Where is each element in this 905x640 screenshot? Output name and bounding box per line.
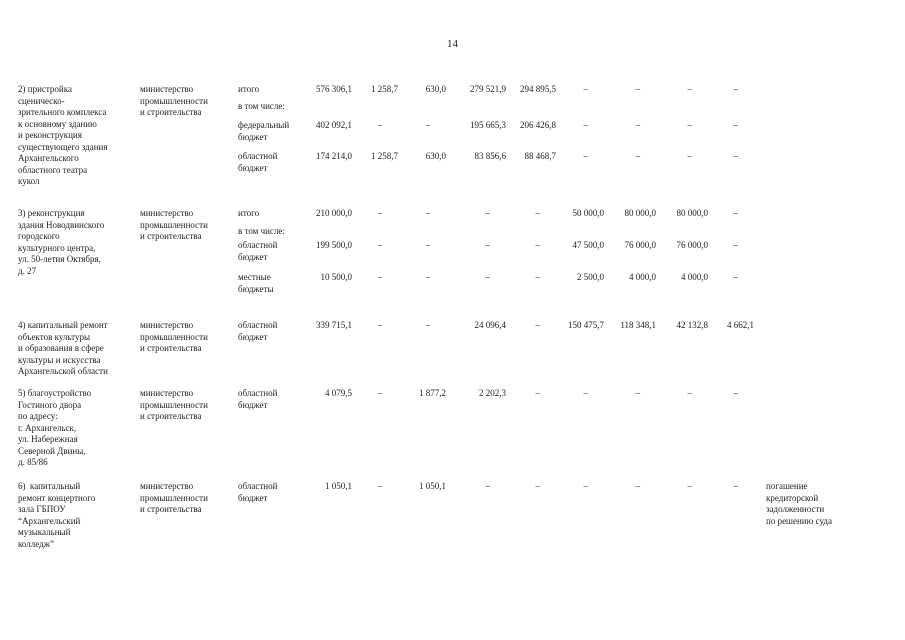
funding-source: итого	[238, 84, 260, 94]
funding-source: в том числе:	[238, 226, 285, 236]
cell-value: –	[733, 151, 738, 161]
cell-value: –	[733, 481, 738, 491]
funding-source: федеральный бюджет	[238, 120, 290, 142]
cell-value: –	[377, 481, 382, 491]
cell-value: –	[535, 388, 540, 398]
cell-value: 279 521,9	[470, 84, 506, 94]
row-description: 6) капитальный ремонт концертного зала ГБПОУ “Архангельский музыкальный колледж”	[18, 481, 96, 549]
cell-value: –	[485, 272, 490, 282]
cell-value: 50 000,0	[572, 208, 604, 218]
cell-value: –	[425, 320, 430, 330]
funding-source: в том числе:	[238, 101, 285, 111]
cell-value: 630,0	[425, 84, 446, 94]
cell-value: –	[377, 388, 382, 398]
cell-value: –	[425, 208, 430, 218]
cell-value: –	[535, 320, 540, 330]
page-number: 14	[447, 38, 458, 50]
cell-value: 80 000,0	[624, 208, 656, 218]
row-executor: министерство промышленности и строительства	[140, 320, 208, 353]
funding-source: местные бюджеты	[238, 272, 274, 294]
cell-value: 1 050,1	[325, 481, 352, 491]
cell-value: –	[377, 208, 382, 218]
cell-value: 1 877,2	[419, 388, 446, 398]
cell-value: –	[635, 120, 640, 130]
cell-value: –	[583, 84, 588, 94]
cell-value: 83 856,6	[474, 151, 506, 161]
cell-value: 76 000,0	[676, 240, 708, 250]
cell-value: 76 000,0	[624, 240, 656, 250]
cell-value: 339 715,1	[316, 320, 352, 330]
cell-value: –	[377, 120, 382, 130]
cell-value: 2 500,0	[577, 272, 604, 282]
cell-value: 4 000,0	[681, 272, 708, 282]
cell-value: –	[635, 388, 640, 398]
cell-value: 42 132,8	[676, 320, 708, 330]
cell-value: 576 306,1	[316, 84, 352, 94]
row-executor: министерство промышленности и строительства	[140, 84, 208, 117]
cell-value: 206 426,8	[520, 120, 556, 130]
cell-value: –	[635, 151, 640, 161]
cell-value: –	[535, 481, 540, 491]
row-description: 5) благоустройство Гостиного двора по адресу: г. Архангельск, ул. Набережная Северной Двины, д. 85/86	[18, 388, 92, 467]
cell-value: –	[687, 481, 692, 491]
cell-value: –	[733, 84, 738, 94]
cell-value: –	[377, 272, 382, 282]
cell-value: 4 662,1	[727, 320, 754, 330]
cell-value: –	[635, 481, 640, 491]
funding-source: областной бюджет	[238, 320, 278, 342]
cell-value: 150 475,7	[568, 320, 604, 330]
cell-value: 4 000,0	[629, 272, 656, 282]
cell-value: 1 258,7	[371, 84, 398, 94]
cell-value: 195 665,3	[470, 120, 506, 130]
cell-value: 24 096,4	[474, 320, 506, 330]
cell-value: –	[377, 320, 382, 330]
cell-value: –	[535, 272, 540, 282]
cell-value: 210 000,0	[316, 208, 352, 218]
row-description: 3) реконструкция здания Новодвинского городского культурного центра, ул. 50-летия Октября, д. 27	[18, 208, 105, 276]
cell-value: 88 468,7	[524, 151, 556, 161]
row-description: 4) капитальный ремонт объектов культуры и образования в сфере культуры и искусства Архангельской области	[18, 320, 108, 376]
cell-value: 199 500,0	[316, 240, 352, 250]
cell-value: –	[583, 388, 588, 398]
cell-value: 10 500,0	[320, 272, 352, 282]
cell-value: 1 050,1	[419, 481, 446, 491]
cell-value: –	[733, 208, 738, 218]
cell-value: –	[583, 151, 588, 161]
funding-source: областной бюджет	[238, 240, 278, 262]
funding-source: областной бюджет	[238, 151, 278, 173]
row-executor: министерство промышленности и строительства	[140, 208, 208, 241]
cell-value: –	[687, 388, 692, 398]
cell-value: 1 258,7	[371, 151, 398, 161]
cell-value: 402 092,1	[316, 120, 352, 130]
cell-value: –	[687, 120, 692, 130]
cell-value: –	[535, 208, 540, 218]
funding-source: областной бюджет	[238, 388, 278, 410]
cell-value: –	[425, 272, 430, 282]
cell-value: –	[425, 240, 430, 250]
cell-value: 118 348,1	[620, 320, 656, 330]
cell-value: –	[733, 240, 738, 250]
cell-value: –	[687, 151, 692, 161]
cell-value: –	[635, 84, 640, 94]
cell-value: 174 214,0	[316, 151, 352, 161]
row-executor: министерство промышленности и строительства	[140, 481, 208, 514]
cell-value: –	[583, 481, 588, 491]
row-description: 2) пристройка сценическо- зрительного комплекса к основному зданию и реконструкция существующего здания Архангельского областного театра кукол	[18, 84, 108, 186]
cell-value: –	[535, 240, 540, 250]
cell-value: 80 000,0	[676, 208, 708, 218]
funding-source: итого	[238, 208, 260, 218]
row-note: погашение кредиторской задолженности по решению суда	[766, 481, 832, 526]
cell-value: 630,0	[425, 151, 446, 161]
funding-source: областной бюджет	[238, 481, 278, 503]
cell-value: –	[583, 120, 588, 130]
cell-value: 294 895,5	[520, 84, 556, 94]
row-executor: министерство промышленности и строительства	[140, 388, 208, 421]
cell-value: –	[377, 240, 382, 250]
cell-value: 4 079,5	[325, 388, 352, 398]
cell-value: –	[733, 272, 738, 282]
cell-value: –	[733, 120, 738, 130]
cell-value: 47 500,0	[572, 240, 604, 250]
cell-value: –	[687, 84, 692, 94]
cell-value: 2 202,3	[479, 388, 506, 398]
cell-value: –	[733, 388, 738, 398]
cell-value: –	[485, 208, 490, 218]
cell-value: –	[485, 240, 490, 250]
cell-value: –	[485, 481, 490, 491]
cell-value: –	[425, 120, 430, 130]
